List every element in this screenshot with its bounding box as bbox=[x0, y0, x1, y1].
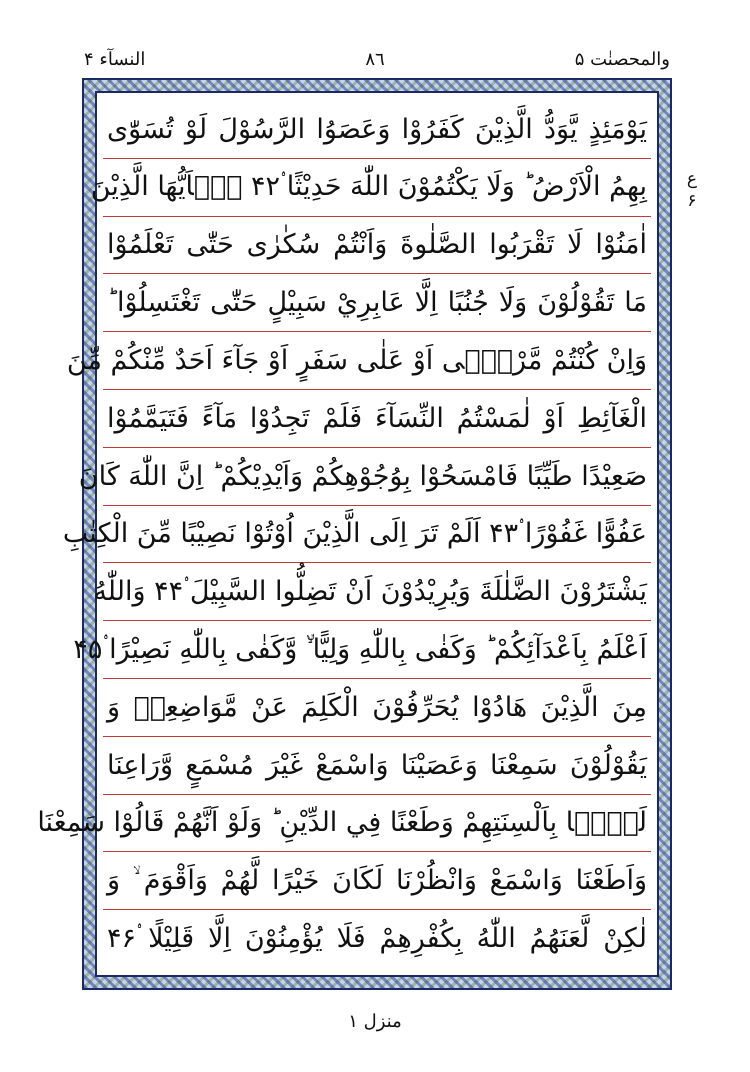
verse-line-text: لَيًّۢا بِاَلْسِنَتِهِمْ وَطَعْنًا فِي الدِّيْنِ ؕ وَلَوْ اَنَّهُمْ قَالُوْا سَمِعْنَا bbox=[37, 807, 647, 839]
verse-line-text: وَاِنْ كُنْتُمْ مَّرْضٰۤى اَوْ عَلٰى سَفَرٍ اَوْ جَآءَ اَحَدٌ مِّنْكُمْ مِّنَ bbox=[66, 345, 647, 377]
surah-name-header: النسآء ۴ bbox=[84, 49, 146, 70]
verse-line-14 bbox=[103, 852, 651, 910]
manzil-footer: منزل ۱ bbox=[348, 1011, 402, 1032]
verse-line-text: يَشْتَرُوْنَ الضَّلٰلَةَ وَيُرِيْدُوْنَ اَنْ تَضِلُّوا السَّبِيْلَ ۟۴۴ وَاللّٰهُ bbox=[93, 575, 647, 607]
verse-line-12 bbox=[103, 737, 651, 795]
verse-line-6 bbox=[103, 390, 651, 448]
juz-name-header: والمحصنٰت ۵ bbox=[574, 49, 670, 70]
verse-line-text: يَوْمَئِذٍ يَّوَدُّ الَّذِيْنَ كَفَرُوْا وَعَصَوُا الرَّسُوْلَ لَوْ تُسَوّٰى bbox=[107, 113, 647, 145]
text-area bbox=[37, 91, 659, 977]
verse-line-text: عَفُوًّا غَفُوْرًا ۟۴۳ اَلَمْ تَرَ اِلَى الَّذِيْنَ اُوْتُوْا نَصِيْبًا مِّنَ الْكِتٰبِ bbox=[62, 517, 647, 549]
verse-line-text: اَعْلَمُ بِاَعْدَآئِكُمْ ؕ وَكَفٰى بِاللّٰهِ وَلِيًّا ۙ٘ وَّكَفٰى بِاللّٰهِ نَصِيْرًا ۟۴۵ bbox=[73, 633, 647, 665]
page-border-frame bbox=[37, 78, 672, 990]
verse-line-text: بِهِمُ الْاَرْضُ ؕ وَلَا يَكْتُمُوْنَ اللّٰهَ حَدِيْثًا ۟۴۲ يٰۤاَيُّهَا الَّذِيْنَ bbox=[90, 171, 647, 203]
verse-line-9 bbox=[93, 563, 651, 621]
verse-line-7 bbox=[78, 448, 651, 506]
verse-line-4 bbox=[103, 274, 651, 332]
verse-line-10 bbox=[73, 621, 651, 679]
verse-line-text: يَقُوْلُوْنَ سَمِعْنَا وَعَصَيْنَا وَاسْمَعْ غَيْرَ مُسْمَعٍ وَّرَاعِنَا bbox=[107, 749, 647, 781]
ruku-marker: ع ۶ bbox=[686, 169, 698, 211]
verse-line-text: صَعِيْدًا طَيِّبًا فَامْسَحُوْا بِوُجُوْهِكُمْ وَاَيْدِيْكُمْ ؕ اِنَّ اللّٰهَ كَانَ bbox=[78, 460, 647, 492]
verse-line-text: وَاَطَعْنَا وَاسْمَعْ وَانْظُرْنَا لَكَانَ خَيْرًا لَّهُمْ وَاَقْوَمَ ۙ وَ bbox=[107, 864, 647, 896]
verse-line-text: اٰمَنُوْا لَا تَقْرَبُوا الصَّلٰوةَ وَاَنْتُمْ سُكٰرٰى حَتّٰى تَعْلَمُوْا bbox=[107, 229, 647, 261]
verse-line-text: الْغَآئِطِ اَوْ لٰمَسْتُمُ النِّسَآءَ فَلَمْ تَجِدُوْا مَآءً فَتَيَمَّمُوْا bbox=[107, 402, 647, 434]
verse-line-8 bbox=[62, 506, 651, 564]
verse-line-5 bbox=[66, 332, 651, 390]
verse-line-15 bbox=[103, 910, 651, 967]
page-number: ٨٦ bbox=[365, 49, 385, 70]
verse-line-text: لٰكِنْ لَّعَنَهُمُ اللّٰهُ بِكُفْرِهِمْ فَلَا يُؤْمِنُوْنَ اِلَّا قَلِيْلًا ۟۴۶ bbox=[107, 922, 647, 954]
verse-line-13 bbox=[37, 795, 651, 853]
verse-line-1 bbox=[103, 101, 651, 159]
verse-line-11 bbox=[103, 679, 651, 737]
verse-line-2 bbox=[90, 159, 651, 217]
verse-line-text: مَا تَقُوْلُوْنَ وَلَا جُنُبًا اِلَّا عَابِرِيْ سَبِيْلٍ حَتّٰى تَغْتَسِلُوْا ؕ bbox=[107, 287, 647, 319]
verse-lines bbox=[37, 101, 651, 967]
verse-line-text: مِنَ الَّذِيْنَ هَادُوْا يُحَرِّفُوْنَ الْكَلِمَ عَنْ مَّوَاضِعِهٖ وَ bbox=[107, 691, 647, 723]
verse-line-3 bbox=[103, 217, 651, 275]
